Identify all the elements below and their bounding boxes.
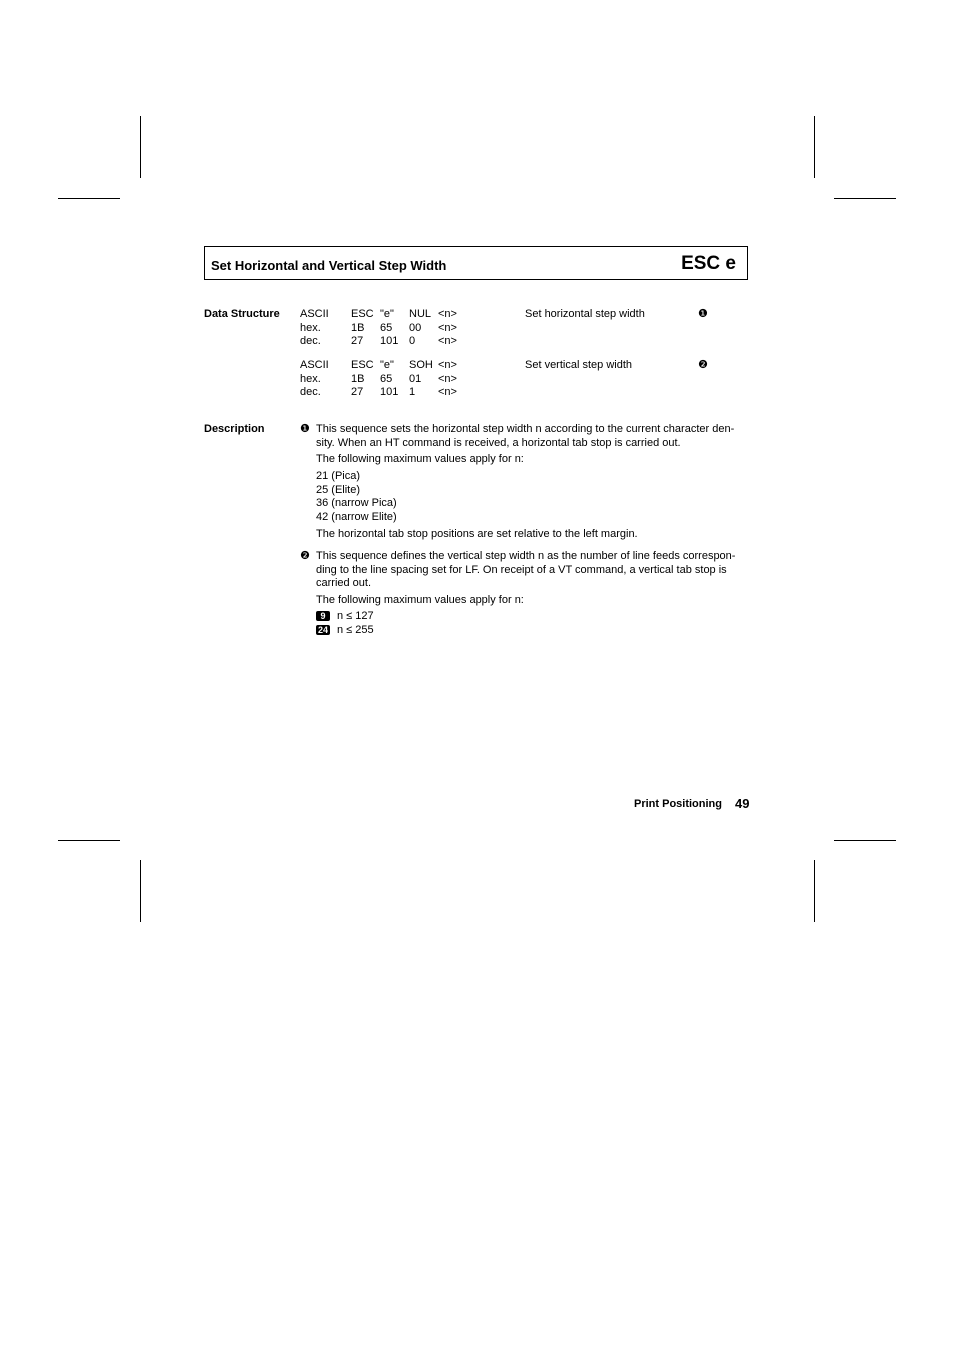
cell: <n>	[438, 321, 457, 334]
command-header	[204, 246, 748, 280]
cell: 1B	[351, 321, 365, 334]
cell: ASCII	[300, 359, 329, 371]
crop-mark	[814, 116, 815, 178]
crop-mark	[140, 116, 141, 178]
crop-mark	[834, 198, 896, 199]
cell: 27	[351, 335, 364, 347]
cell: dec.	[300, 386, 321, 398]
cell: "e"	[380, 359, 394, 371]
cell: ESC	[351, 308, 374, 320]
cell: 00	[409, 321, 422, 334]
cell: hex.	[300, 372, 321, 385]
cell: 65	[380, 321, 393, 334]
cell: ESC	[351, 359, 374, 371]
list-item: 25 (Elite)	[316, 483, 361, 496]
crop-mark	[834, 840, 896, 841]
pitch-value-list	[316, 470, 748, 524]
vertical-step-description: Set vertical step width	[525, 359, 632, 371]
cell: 65	[380, 372, 393, 385]
crop-mark	[58, 198, 120, 199]
cell: hex.	[300, 321, 321, 334]
list-item: 36 (narrow Pica)	[316, 497, 397, 509]
command-name: ESC e	[681, 253, 736, 274]
item-one-note: The horizontal tab stop positions are set relative to the left margin.	[316, 528, 638, 540]
condition-text: n ≤ 127	[337, 610, 374, 622]
page-number: 49	[735, 796, 750, 811]
text-line: ding to the line spacing set for LF. On receipt of a VT command, a vertical tab stop is	[316, 563, 727, 576]
cell: 101	[380, 386, 399, 398]
item-one-text	[316, 423, 748, 450]
horizontal-step-description: Set horizontal step width	[525, 308, 645, 320]
cell: SOH	[409, 359, 433, 371]
cell: 101	[380, 335, 399, 347]
cell: <n>	[438, 359, 457, 371]
cell: 0	[409, 335, 416, 347]
footer-section-title: Print Positioning	[634, 798, 722, 810]
condition-text: n ≤ 255	[337, 623, 374, 636]
cell: <n>	[438, 372, 457, 385]
text-line: This sequence defines the vertical step width n as the number of line feeds correspon-	[316, 550, 736, 562]
marker-one: ❶	[698, 308, 708, 320]
cell: "e"	[380, 308, 394, 320]
crop-mark	[814, 860, 815, 922]
cell: NUL	[409, 308, 432, 320]
cell: 1	[409, 386, 416, 398]
cell: dec.	[300, 335, 321, 347]
item-two-marker: ❷	[300, 550, 310, 562]
cell: 1B	[351, 372, 365, 385]
description-label: Description	[204, 423, 265, 435]
item-one-intro: The following maximum values apply for n:	[316, 453, 524, 465]
item-two-text	[316, 550, 748, 591]
page-title: Set Horizontal and Vertical Step Width	[211, 258, 447, 273]
item-two-intro: The following maximum values apply for n:	[316, 594, 524, 606]
item-one-marker: ❶	[300, 423, 310, 435]
crop-mark	[58, 840, 120, 841]
cell: 27	[351, 386, 364, 398]
cell: <n>	[438, 386, 457, 398]
data-structure-label: Data Structure	[204, 308, 280, 320]
text-line: This sequence sets the horizontal step width n according to the current character den-	[316, 423, 735, 435]
text-line: carried out.	[316, 577, 372, 589]
needle-9-badge: 9	[316, 611, 330, 621]
condition-row	[316, 624, 374, 638]
list-item: 21 (Pica)	[316, 470, 361, 482]
condition-row	[316, 610, 374, 624]
cell: ASCII	[300, 308, 329, 320]
cell: <n>	[438, 308, 457, 320]
cell: 01	[409, 372, 422, 385]
marker-two: ❷	[698, 359, 708, 371]
crop-mark	[140, 860, 141, 922]
needle-24-badge: 24	[317, 624, 328, 635]
list-item: 42 (narrow Elite)	[316, 510, 397, 523]
cell: <n>	[438, 335, 457, 347]
text-line: sity. When an HT command is received, a horizontal tab stop is carried out.	[316, 436, 681, 449]
